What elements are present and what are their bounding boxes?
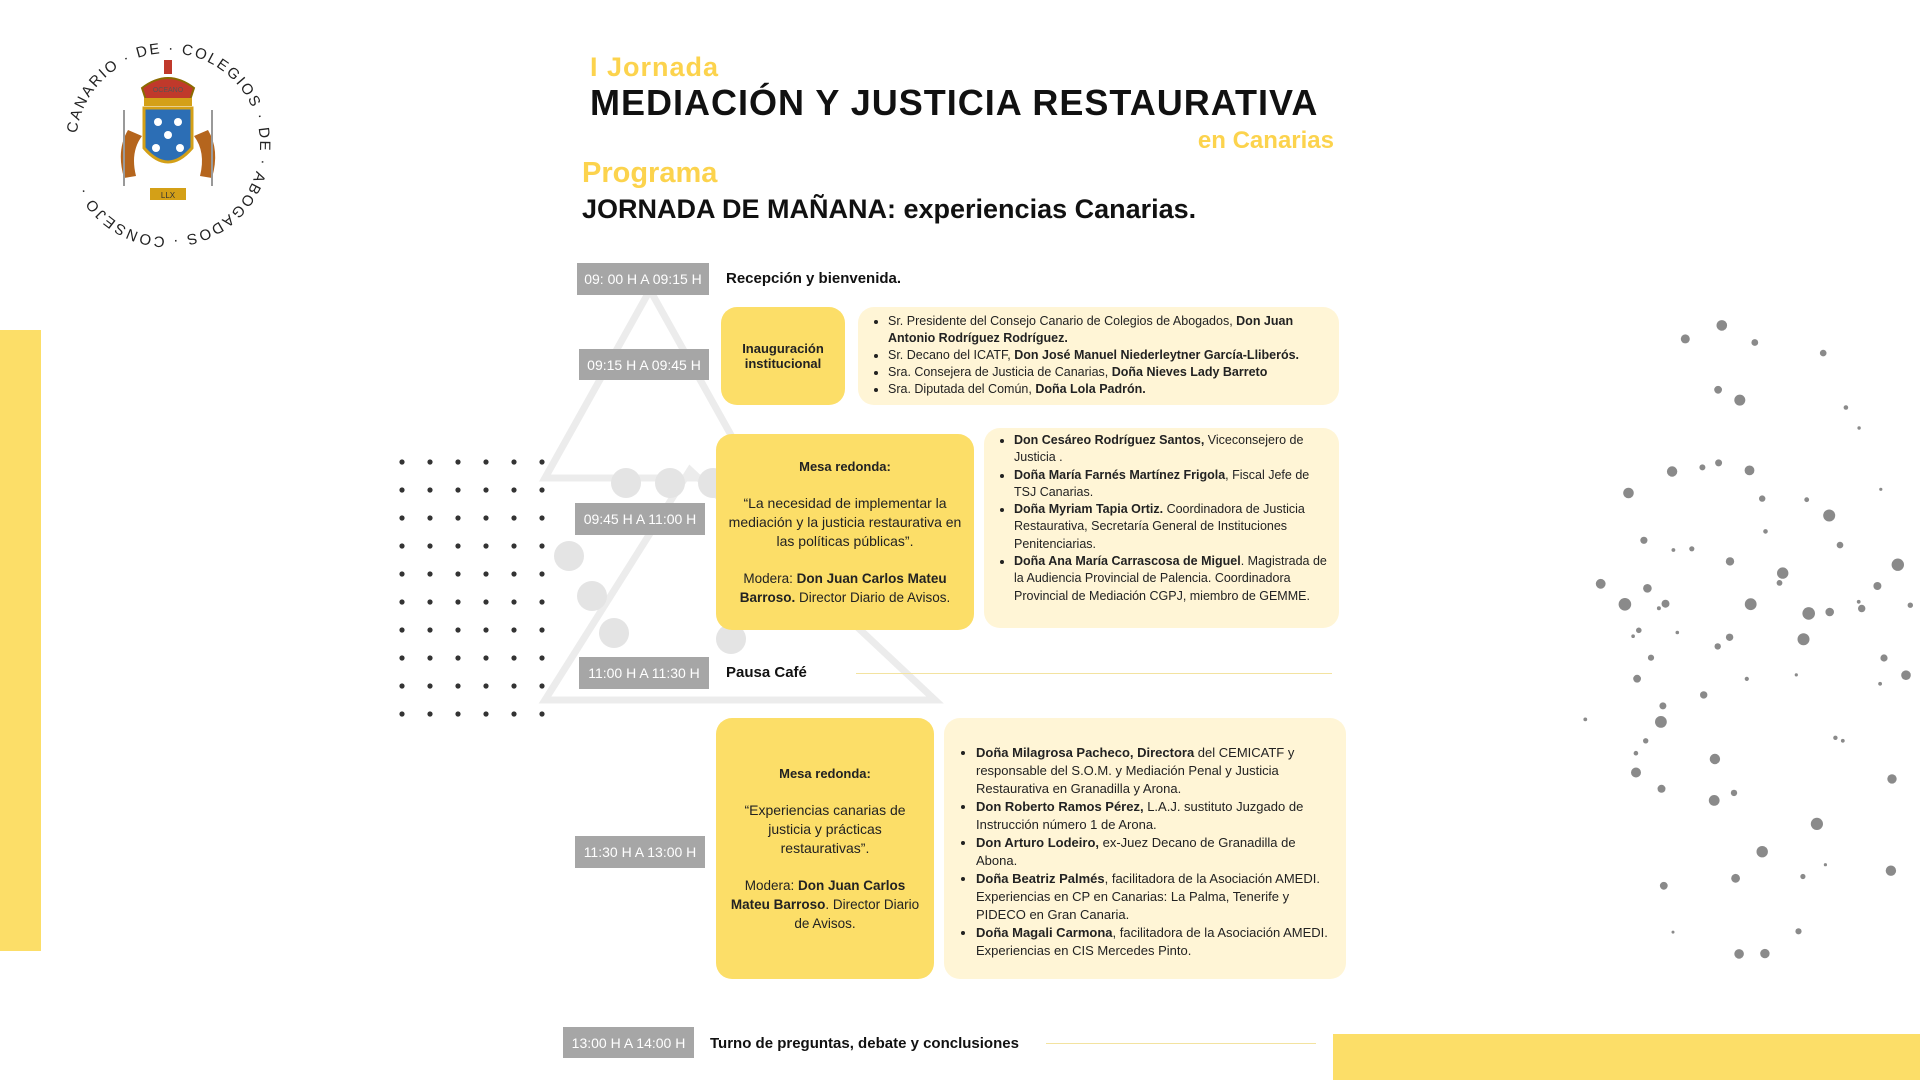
dot [1857,600,1861,604]
dot [511,515,516,520]
dot [1659,702,1666,709]
dot [1760,949,1769,958]
dot [1596,579,1606,589]
svg-text:CANARIO · DE · COLEGIOS · DE ·: CANARIO · DE · COLEGIOS · DE · ABOGADOS · CONSEJO · [63,40,274,250]
roundtable-1-title: Mesa redonda: [799,459,891,474]
dot [511,683,516,688]
dot [1648,655,1654,661]
dot [427,655,432,660]
dot [1631,768,1641,778]
dot [1699,464,1705,470]
dot [1745,466,1755,476]
list-item: • Doña Milagrosa Pacheco, Directora del CEMICATF y responsable del S.O.M. y Mediación Penal y Justicia Restaurativa en Granadilla y Arona. [976,744,1336,798]
dot [511,459,516,464]
svg-text:OCEANO: OCEANO [152,87,184,94]
dot [427,543,432,548]
list-item: • Don Roberto Ramos Pérez, L.A.J. sustituto Juzgado de Instrucción número 1 de Arona. [976,798,1336,834]
dot [399,711,404,716]
dot [399,487,404,492]
event-edition-label: I Jornada [590,52,720,82]
dot [483,683,488,688]
bottom-accent-bar [1333,1034,1920,1080]
svg-text:LLX: LLX [160,191,176,200]
dot [1633,675,1641,683]
programa-heading: Programa [582,157,718,189]
dot [539,571,544,576]
dot [1676,631,1680,635]
dot [1751,339,1758,346]
dot [1841,739,1845,743]
dot [1655,716,1667,728]
dot [483,571,488,576]
event-main-title: MEDIACIÓN Y JUSTICIA RESTAURATIVA [590,82,1319,123]
dot [427,515,432,520]
dot [399,459,404,464]
dot [1619,598,1632,611]
dot [399,515,404,520]
dot [483,627,488,632]
dot [1825,608,1834,617]
dot [455,627,460,632]
dot [455,655,460,660]
dot [511,571,516,576]
dot [1858,605,1865,612]
time-badge: 11:00 H A 11:30 H [579,657,709,689]
dot [483,711,488,716]
dot [1636,628,1642,634]
session-title: JORNADA DE MAÑANA: experiencias Canarias. [582,194,1197,224]
left-accent-bar [0,330,41,951]
dot [455,487,460,492]
dot [1658,785,1666,793]
dot [1734,949,1744,959]
dot [399,683,404,688]
dot [1887,774,1896,783]
list-item: • Doña María Farnés Martínez Frigola, Fiscal Jefe de TSJ Canarias. [1014,467,1329,502]
dot [1681,334,1690,343]
dot [1824,863,1827,866]
dot [539,543,544,548]
coffee-break-label: Pausa Café [726,664,807,681]
roundtable-2-title: Mesa redonda: [779,766,871,781]
dot [511,627,516,632]
dot [399,627,404,632]
dot [1734,395,1745,406]
time-badge: 09: 00 H A 09:15 H [577,263,709,295]
dot [1823,510,1835,522]
list-item: • Doña Magali Carmona, facilitadora de la Asociación AMEDI. Experiencias en CIS Mercedes Pinto. [976,924,1336,960]
dot [427,683,432,688]
dot [1714,386,1722,394]
list-item: • Sra. Consejera de Justicia de Canarias, Doña Nieves Lady Barreto [888,364,1329,381]
dot [1800,874,1805,879]
dot [539,459,544,464]
dot [1837,542,1844,549]
reception-label: Recepción y bienvenida. [726,270,902,287]
list-item: • Don Arturo Lodeiro, ex-Juez Decano de Granadilla de Abona. [976,834,1336,870]
dot [1757,846,1768,857]
dot [455,459,460,464]
time-badge: 11:30 H A 13:00 H [575,836,705,868]
dot [1795,673,1798,676]
dot [1820,350,1827,357]
dot [511,711,516,716]
dot [483,459,488,464]
dot [539,487,544,492]
dot [539,711,544,716]
event-subtitle: en Canarias [1197,127,1334,154]
dot [427,599,432,604]
roundtable-2-topic: “Experiencias canarias de justicia y prácticas restaurativas”. [744,802,906,856]
dot [455,515,460,520]
dot [455,599,460,604]
dot [1879,488,1882,491]
coat-of-arms-icon [121,60,215,200]
dot [1886,866,1896,876]
dot [1640,537,1647,544]
dot [455,543,460,548]
dot [1880,654,1887,661]
dot [455,571,460,576]
dot [1583,718,1587,722]
time-badge: 13:00 H A 14:00 H [563,1027,694,1058]
roundtable-2-box [716,718,934,979]
dot [1745,677,1749,681]
dot [1878,682,1882,686]
dot [427,459,432,464]
roundtable-2-moderator: Modera: Don Juan Carlos Mateu Barroso. Director Diario de Avisos. [730,878,920,931]
dot [1908,603,1913,608]
closing-label: Turno de preguntas, debate y conclusiones [710,1035,1019,1052]
dot [1798,633,1810,645]
dot [1643,738,1648,743]
dot [1672,931,1675,934]
dot [1731,874,1740,883]
dot [511,543,516,548]
dot [1715,459,1722,466]
dot [455,683,460,688]
dot [1844,405,1849,410]
dot [539,515,544,520]
dot [455,711,460,716]
dot [1811,818,1823,830]
inauguration-box [721,307,845,405]
roundtable-2-speakers-box [944,718,1346,979]
dot [1726,557,1734,565]
roundtable-1-box [716,434,974,630]
dot [399,599,404,604]
dot [1873,582,1881,590]
dot [511,655,516,660]
roundtable-1-topic: “La necesidad de implementar la mediación y la justicia restaurativa en las políticas públicas”. [728,495,962,549]
divider-line [1046,1043,1316,1044]
dot [483,543,488,548]
inauguration-speakers-box [858,307,1339,405]
list-item: • Sra. Diputada del Común, Doña Lola Padrón. [888,381,1329,398]
dot [1857,426,1860,429]
dot-grid-decoration [399,459,544,716]
dot [1631,634,1635,638]
scattered-dots-decoration [1583,320,1913,959]
dot [1726,634,1733,641]
roundtable-1-moderator: Modera: Don Juan Carlos Mateu Barroso. Director Diario de Avisos. [739,571,951,605]
list-item: • Doña Myriam Tapia Ortiz. Coordinadora de Justicia Restaurativa, Secretaría General de Instituciones Penitenciarias. [1014,501,1329,553]
dot [1634,751,1639,756]
dot [483,655,488,660]
divider-line [856,673,1332,674]
list-item: • Doña Ana María Carrascosa de Miguel. Magistrada de la Audiencia Provincial de Palencia. Coordinadora Provincial de Mediación CGPJ, miembro de GEMME. [1014,553,1329,605]
dot [1777,567,1788,578]
dot [1709,795,1720,806]
inauguration-title: Inauguración institucional [742,341,824,371]
time-badge: 09:45 H A 11:00 H [575,503,705,535]
dot [1763,529,1768,534]
dot [511,599,516,604]
dot [1833,736,1837,740]
dot [539,599,544,604]
dot [427,487,432,492]
dot [1662,600,1670,608]
dot [1700,691,1707,698]
list-item: • Don Cesáreo Rodríguez Santos, Viceconsejero de Justicia . [1014,432,1329,467]
dot [1643,584,1652,593]
dot [511,487,516,492]
list-item: • Sr. Presidente del Consejo Canario de Colegios de Abogados, Don Juan Antonio Rodríguez Rodríguez. [888,313,1329,347]
dot [1672,548,1676,552]
dot [1759,495,1765,501]
dot [1710,754,1720,764]
dot [1667,466,1677,476]
dot [427,571,432,576]
dot [399,543,404,548]
dot [483,599,488,604]
dot [1804,497,1809,502]
dot [1802,607,1815,620]
consejo-seal-logo [58,40,278,250]
dot [1892,559,1904,571]
dot [539,683,544,688]
dot [1731,790,1737,796]
dot [1745,598,1757,610]
dot [427,627,432,632]
dot [1795,928,1801,934]
dot [539,655,544,660]
dot [1623,488,1634,499]
dot [1689,546,1694,551]
dot [1777,580,1783,586]
dot [399,655,404,660]
dot [1715,643,1721,649]
dot [483,487,488,492]
list-item: • Doña Beatriz Palmés, facilitadora de la Asociación AMEDI. Experiencias en CP en Canarias: La Palma, Tenerife y PIDECO en Gran Canaria. [976,870,1336,924]
dot [399,571,404,576]
dot [1657,606,1661,610]
dot [539,627,544,632]
dot [1717,320,1728,331]
roundtable-1-speakers-box [984,428,1339,628]
list-item: • Sr. Decano del ICATF, Don José Manuel Niederleytner García-Lliberós. [888,347,1329,364]
dot [1660,882,1668,890]
time-badge: 09:15 H A 09:45 H [579,349,709,380]
dot [483,515,488,520]
dot [427,711,432,716]
dot [1901,670,1911,680]
